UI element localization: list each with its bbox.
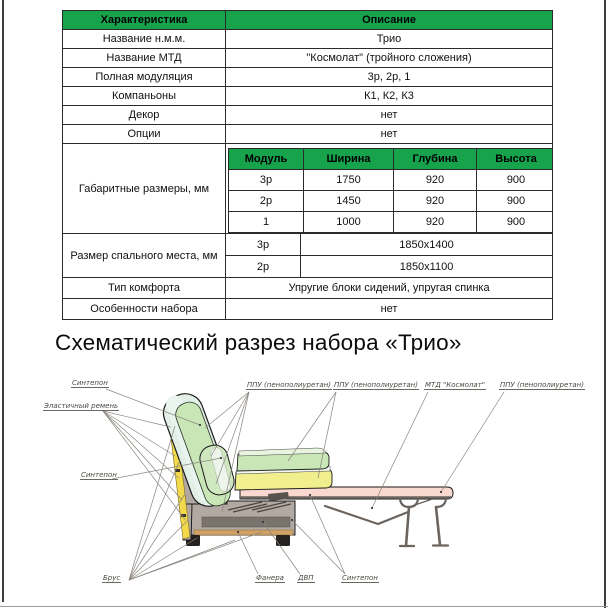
dimensions-data-row <box>229 170 553 191</box>
label-sintepon-bottom: Синтепон <box>342 574 378 582</box>
row-label: Размер спального места, мм <box>63 234 226 278</box>
cell: 1 <box>229 212 304 233</box>
row-label: Компаньоны <box>63 87 226 106</box>
sleeping-row <box>63 234 553 256</box>
cell: 1850х1400 <box>301 234 553 256</box>
row-value: нет <box>226 106 553 125</box>
row-label: Название н.м.м. <box>63 30 226 49</box>
spec-table <box>62 10 553 320</box>
cell: 1750 <box>304 170 394 191</box>
col-height: Высота <box>477 149 553 170</box>
cell: 920 <box>394 191 477 212</box>
table-row <box>63 106 553 125</box>
cell: 1000 <box>304 212 394 233</box>
col-width: Ширина <box>304 149 394 170</box>
cell: 2р <box>226 256 301 278</box>
row-label: Название МТД <box>63 49 226 68</box>
row-label: Особенности набора <box>63 299 226 320</box>
sofa-cross-section-diagram <box>0 368 608 608</box>
seat-cushion <box>235 448 332 490</box>
label-ppu-3: ППУ (пенополиуретан) <box>500 381 584 389</box>
row-label: Опции <box>63 125 226 144</box>
table-header-row <box>63 11 553 30</box>
label-fanera: Фанера <box>256 574 284 582</box>
row-value: нет <box>226 125 553 144</box>
section-title: Схематический разрез набора «Трио» <box>55 330 462 355</box>
row-value: К1, К2, К3 <box>226 87 553 106</box>
cell: 1850х1100 <box>301 256 553 278</box>
row-label: Полная модуляция <box>63 68 226 87</box>
table-row <box>63 299 553 320</box>
col-depth: Глубина <box>394 149 477 170</box>
label-sintepon-top: Синтепон <box>72 379 108 387</box>
cell: 1450 <box>304 191 394 212</box>
dimensions-header-row <box>229 149 553 170</box>
cell: 900 <box>477 170 553 191</box>
col-module: Модуль <box>229 149 304 170</box>
cell: 900 <box>477 191 553 212</box>
table-row <box>63 68 553 87</box>
dimensions-row <box>63 144 553 234</box>
row-value: 3р, 2р, 1 <box>226 68 553 87</box>
foot-right <box>276 535 290 546</box>
label-brus: Брус <box>103 574 121 582</box>
row-value: нет <box>226 299 553 320</box>
table-row <box>63 278 553 299</box>
wood-strip <box>194 530 293 535</box>
dimensions-data-row <box>229 191 553 212</box>
label-ppu-1: ППУ (пенополиуретан) <box>247 381 331 389</box>
label-sintepon-mid: Синтепон <box>81 471 117 479</box>
cell: 920 <box>394 212 477 233</box>
folding-legs <box>325 499 448 546</box>
dimensions-table <box>228 148 553 233</box>
row-value: Трио <box>226 30 553 49</box>
header-description: Описание <box>226 11 553 30</box>
label-mtd-kosmolat: МТД "Космолат" <box>425 381 485 389</box>
table-row <box>63 87 553 106</box>
table-row <box>63 49 553 68</box>
label-elastic-belt: Эластичный ремень <box>44 402 119 410</box>
dimensions-data-row <box>229 212 553 233</box>
cell: 900 <box>477 212 553 233</box>
row-value: "Космолат" (тройного сложения) <box>226 49 553 68</box>
inner-panel <box>202 517 290 527</box>
cell: 920 <box>394 170 477 191</box>
cell: 2р <box>229 191 304 212</box>
label-dvp: ДВП <box>298 574 314 582</box>
label-ppu-2: ППУ (пенополиуретан) <box>334 381 418 389</box>
table-row <box>63 30 553 49</box>
row-value: Упругие блоки сидений, упругая спинка <box>226 278 553 299</box>
header-characteristic: Характеристика <box>63 11 226 30</box>
dimensions-nested-holder <box>226 144 553 234</box>
row-label: Декор <box>63 106 226 125</box>
row-label: Габаритные размеры, мм <box>63 144 226 234</box>
table-row <box>63 125 553 144</box>
row-label: Тип комфорта <box>63 278 226 299</box>
cell: 3р <box>226 234 301 256</box>
cell: 3р <box>229 170 304 191</box>
